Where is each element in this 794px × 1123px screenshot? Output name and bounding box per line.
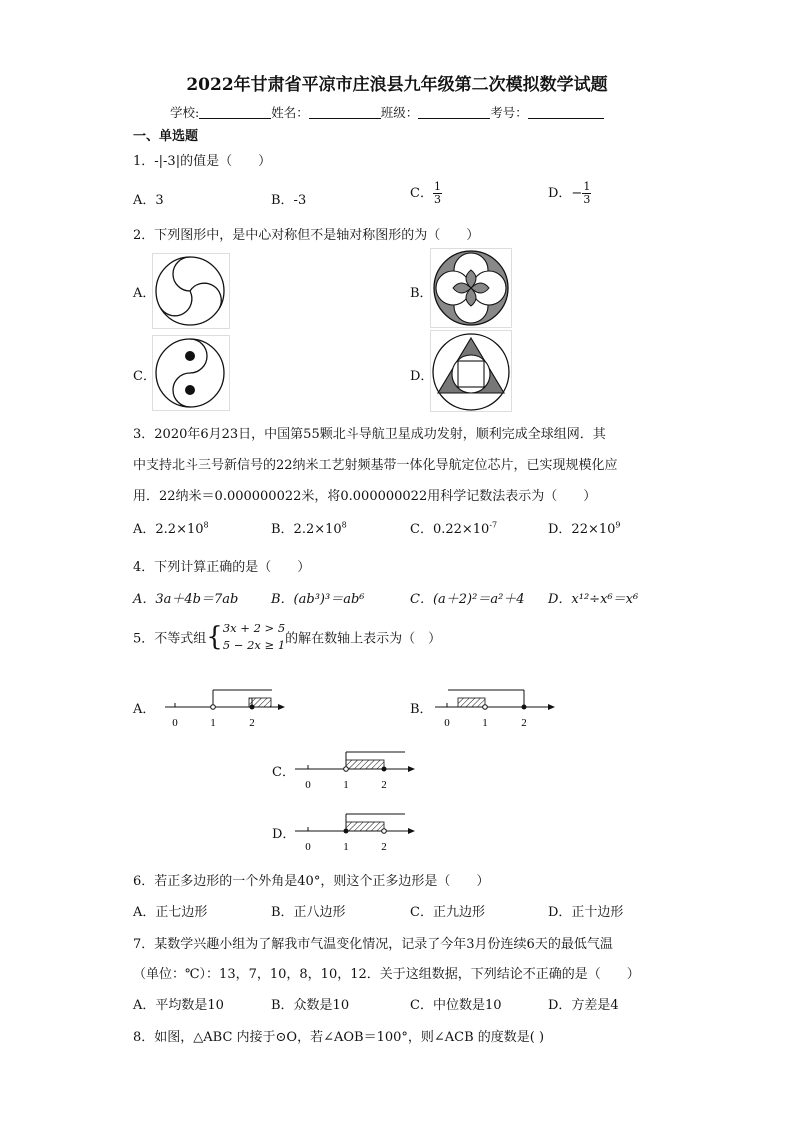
brace-symbol: {	[206, 622, 223, 652]
page-title: 2022年甘肃省平凉市庄浪县九年级第二次模拟数学试题	[186, 75, 608, 95]
tick-label-2: 2	[381, 779, 387, 791]
q2-figure-d-triangle-square	[430, 330, 512, 412]
q7-option-c[interactable]: C．中位数是10	[410, 998, 502, 1013]
q1-option-d-label: D．−	[548, 186, 583, 201]
question-3-line-3: 用．22纳米＝0.000000022米，将0.000000022用科学记数法表示为（ ）	[133, 489, 597, 504]
q5-option-c[interactable]: C．	[272, 765, 295, 780]
question-8-stem: 8．如图，△ABC 内接于⊙O，若∠AOB＝100°，则∠ACB 的度数是( )	[133, 1030, 545, 1045]
question-7-line-2: （单位：℃）：13，7，10，8，10，12．关于这组数据，下列结论不正确的是（ ）	[133, 967, 640, 982]
school-label: 学校:	[170, 105, 200, 120]
q6-option-a[interactable]: A．正七边形	[133, 905, 208, 920]
question-5-stem	[133, 620, 441, 654]
q1-option-b[interactable]: B．-3	[271, 193, 307, 208]
q2-figure-b-four-petals	[430, 248, 512, 328]
tick-label-1: 1	[343, 779, 349, 791]
q3-option-c[interactable]	[410, 518, 497, 537]
q5-stem-prefix: 5．不等式组	[133, 631, 207, 647]
school-field[interactable]	[199, 105, 271, 119]
question-3-line-2: 中支持北斗三号新信号的22纳米工艺射频基带一体化导航定位芯片，已实现规模化应	[133, 458, 618, 473]
q6-option-d[interactable]: D．正十边形	[548, 905, 624, 920]
q5-option-b[interactable]: B．	[410, 702, 433, 717]
fraction-denominator: 3	[433, 193, 441, 206]
q1-option-c-fraction	[433, 181, 442, 206]
q3-option-b-text: B．2.2×10	[271, 522, 342, 537]
q2-option-b[interactable]: B．	[410, 286, 433, 301]
q1-option-c[interactable]	[410, 181, 442, 206]
q4-option-c[interactable]: C．(a＋2)²＝a²＋4	[410, 592, 525, 607]
q5-numberline-d	[290, 810, 420, 852]
q3-option-a-text: A．2.2×10	[133, 522, 204, 537]
q1-option-d[interactable]	[548, 181, 591, 206]
tick-label-1: 1	[482, 717, 488, 729]
question-7-line-1: 7．某数学兴趣小组为了解我市气温变化情况，记录了今年3月份连续6天的最低气温	[133, 937, 613, 952]
question-4-stem: 4．下列计算正确的是（ ）	[133, 560, 311, 575]
inequality-2: 5 − 2x ≥ 1	[222, 638, 286, 652]
inequality-system	[223, 620, 285, 654]
q4-option-b[interactable]: B．(ab³)³＝ab⁶	[271, 592, 365, 607]
q3-option-a[interactable]	[133, 518, 209, 537]
q5-option-d[interactable]: D．	[272, 827, 296, 842]
q7-option-d[interactable]: D．方差是4	[548, 998, 619, 1013]
q7-option-b[interactable]: B．众数是10	[271, 998, 350, 1013]
student-info-line	[170, 103, 604, 121]
class-field[interactable]	[418, 105, 490, 119]
q3-option-d-text: D．22×10	[548, 522, 616, 537]
q3-option-c-text: C．0.22×10	[410, 522, 490, 537]
exam-no-label: 考号：	[490, 105, 528, 120]
question-2-stem: 2．下列图形中，是中心对称但不是轴对称图形的为（ ）	[133, 228, 480, 243]
q3-option-a-exponent: 8	[203, 520, 209, 530]
q3-option-d-exponent: 9	[615, 520, 621, 530]
tick-label-2: 2	[521, 717, 527, 729]
tick-label-0: 0	[305, 841, 311, 853]
question-1-stem: 1．-|-3|的值是（ ）	[133, 154, 272, 169]
q5-numberline-c	[290, 748, 420, 790]
q5-option-a[interactable]: A．	[133, 702, 156, 717]
q7-option-a[interactable]: A．平均数是10	[133, 998, 224, 1013]
name-field[interactable]	[309, 105, 381, 119]
q3-option-c-exponent: -7	[489, 520, 498, 530]
q3-option-b[interactable]	[271, 518, 347, 537]
q1-option-d-fraction	[582, 181, 591, 206]
exam-no-field[interactable]	[528, 105, 604, 119]
q4-option-d[interactable]: D．x¹²÷x⁶＝x⁶	[548, 592, 639, 607]
q3-option-b-exponent: 8	[341, 520, 347, 530]
q4-option-a[interactable]: A．3a＋4b＝7ab	[133, 592, 239, 607]
tick-label-0: 0	[444, 717, 450, 729]
q5-numberline-b	[430, 686, 560, 728]
fraction-numerator: 1	[433, 180, 441, 193]
q5-numberline-a	[160, 686, 290, 728]
name-label: 姓名：	[271, 105, 309, 120]
q1-option-c-label: C．	[410, 186, 433, 201]
fraction-denominator: 3	[583, 193, 591, 206]
q6-option-b[interactable]: B．正八边形	[271, 905, 346, 920]
tick-label-2: 2	[381, 841, 387, 853]
q6-option-c[interactable]: C．正九边形	[410, 905, 485, 920]
section-heading: 一、单选题	[133, 129, 199, 144]
q5-stem-suffix: 的解在数轴上表示为（ ）	[285, 631, 442, 647]
question-3-line-1: 3．2020年6月23日，中国第55颗北斗导航卫星成功发射，顺利完成全球组网．其	[133, 427, 606, 442]
q2-figure-c-yin-yang	[152, 335, 230, 411]
q2-option-d[interactable]: D．	[410, 369, 434, 384]
tick-label-1: 1	[210, 717, 216, 729]
tick-label-0: 0	[305, 779, 311, 791]
q2-figure-a-triple-swirl	[152, 253, 230, 329]
tick-label-0: 0	[172, 717, 178, 729]
q2-option-c[interactable]: C．	[133, 369, 156, 384]
q1-option-a[interactable]: A．3	[133, 193, 164, 208]
fraction-numerator: 1	[583, 180, 591, 193]
tick-label-1: 1	[343, 841, 349, 853]
inequality-1: 3x + 2 > 5	[222, 621, 286, 635]
class-label: 班级：	[380, 105, 419, 120]
q3-option-d[interactable]	[548, 518, 621, 537]
question-6-stem: 6．若正多边形的一个外角是40°，则这个正多边形是（ ）	[133, 874, 490, 889]
tick-label-2: 2	[249, 717, 255, 729]
q2-option-a[interactable]: A．	[133, 286, 156, 301]
